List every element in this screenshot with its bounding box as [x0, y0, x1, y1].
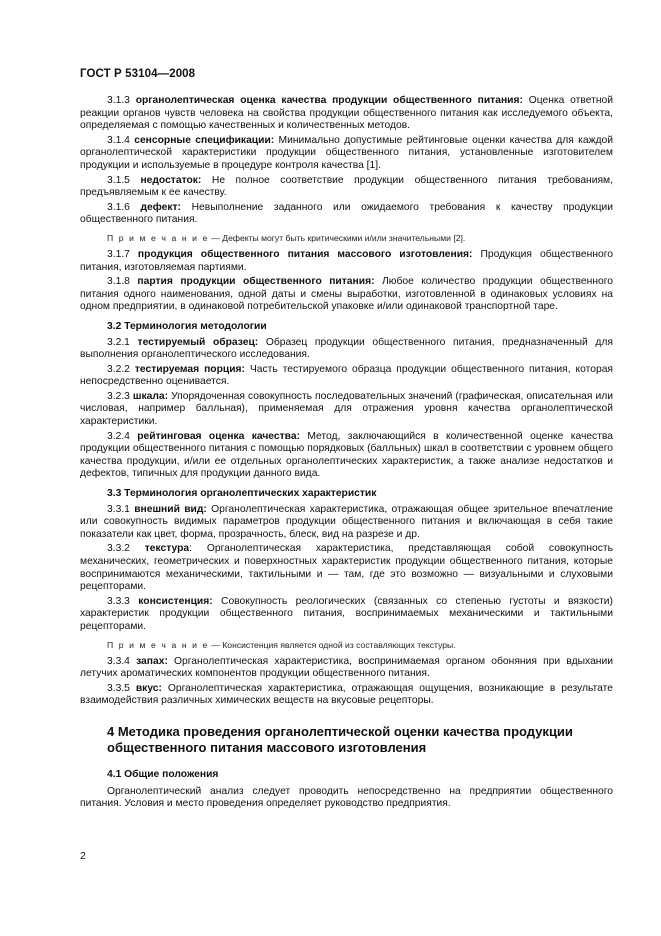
term-3-1-4: 3.1.4 сенсорные спецификации: Минимально допустимые рейтинговые оценки качества для каждой органолептической характеристики продукции общественного питания, установленные изготовителем продукции и используемые в процедуре контроля качества [1]. [80, 134, 613, 171]
term-3-1-8: 3.1.8 партия продукции общественного питания: Любое количество продукции общественного питания одного наименования, одной даты и смены выработки, изготовленной в одинаковых условиях на одном предприятии, в одинаковой потребительской упаковке и/или одинаковой транспортной таре. [80, 276, 613, 313]
page-content [80, 95, 613, 813]
term-3-3-4: 3.3.4 запах: Органолептическая характеристика, воспринимаемая органом обоняния при вдыхании летучих ароматических компонентов продукции общественного питания. [80, 655, 613, 680]
subheading-4-1: 4.1 Общие положения [107, 768, 219, 780]
term-3-1-7: 3.1.7 продукция общественного питания массового изготовления: Продукция общественного питания, изготовляемая партиями. [80, 248, 613, 273]
term-3-3-3: 3.3.3 консистенция: Совокупность реологических (связанных со степенью густоты и вязкости) характеристик продукции общественного питания, воспринимаемых механическими и тактильными рецепторами. [80, 595, 613, 632]
note-consistency: П р и м е ч а н и е — Консистенция является одной из составляющих текстуры. [107, 639, 456, 650]
section-4-heading: 4 Методика проведения органолептической оценки качества продукции общественного питания массового изготовления [107, 723, 573, 755]
term-3-1-5: 3.1.5 недостаток: Не полное соответствие продукции общественного питания требованиям, предъявляемым к ее качеству. [80, 174, 613, 199]
term-3-3-1: 3.3.1 внешний вид: Органолептическая характеристика, отражающая общее зрительное впечатление или совокупность видимых параметров продукции общественного питания и включающая в себя такие показатели как цвет, форма, прозрачность, блеск, вид на разрезе и др. [80, 503, 613, 540]
term-3-2-4: 3.2.4 рейтинговая оценка качества: Метод, заключающийся в количественной оценке качества продукции общественного питания с помощью порядковых (балльных) шкал в соответствии с уровнем общего качества продукции, и/или ее отдельных органолептических характеристик, а также анализе недостатков и дефектов, типичных для продукции данного вида. [80, 430, 613, 480]
page-number: 2 [80, 850, 86, 862]
section-4-1-paragraph: Органолептический анализ следует проводить непосредственно на предприятии общественного питания. Условия и место проведения определяет руководство предприятия. [80, 785, 613, 810]
term-3-2-2: 3.2.2 тестируемая порция: Часть тестируемого образца продукции общественного питания, которая непосредственно оценивается. [80, 363, 613, 388]
term-3-1-6: 3.1.6 дефект: Невыполнение заданного или ожидаемого требования к качеству продукции общественного питания. [80, 201, 613, 226]
subheading-3-3: 3.3 Терминология органолептических характеристик [107, 488, 377, 500]
term-3-3-5: 3.3.5 вкус: Органолептическая характеристика, отражающая ощущения, возникающие в результате взаимодействия различных химических веществ на вкусовые рецепторы. [80, 682, 613, 707]
term-3-1-3: 3.1.3 органолептическая оценка качества продукции общественного питания: Оценка ответной реакции органов чувств человека на свойства продукции общественного питания как исследуемого объекта, определяемая с помощью качественных и количественных методов. [80, 95, 613, 132]
standard-header: ГОСТ Р 53104—2008 [80, 68, 196, 80]
subheading-3-2: 3.2 Терминология методологии [107, 320, 267, 332]
term-3-2-1: 3.2.1 тестируемый образец: Образец продукции общественного питания, предназначенный для выполнения органолептического исследования. [80, 336, 613, 361]
term-3-2-3: 3.2.3 шкала: Упорядоченная совокупность последовательных значений (графическая, описательная или числовая, например балльная), применяемая для отражения уровня качества органолептической характеристики. [80, 390, 613, 428]
note-defects: П р и м е ч а н и е — Дефекты могут быть критическими и/или значительными [2]. [107, 232, 466, 243]
term-3-3-2: 3.3.2 текстура: Органолептическая характеристика, представляющая собой совокупность механических, геометрических и поверхностных характеристик продукции общественного питания, которые воспринимаются механическими, тактильными и — там, где это возможно — визуальными и слуховыми рецепторами. [80, 543, 613, 593]
